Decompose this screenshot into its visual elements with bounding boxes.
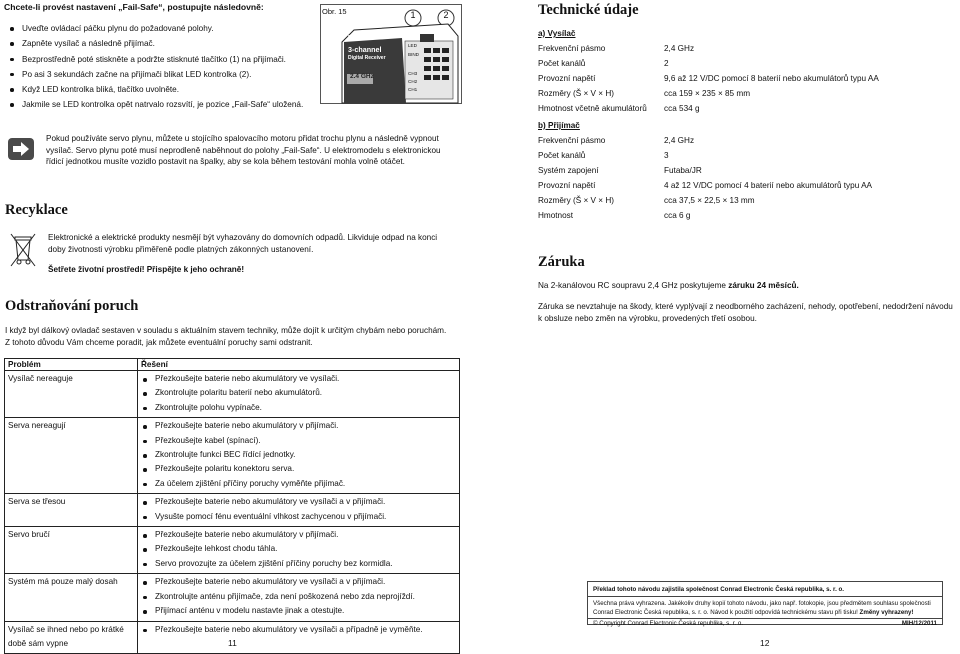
footer-copyright: © Copyright Conrad Electronic Česká republika, s. r. o. xyxy=(593,620,744,627)
list-item: Přezkoušejte baterie nebo akumulátory ve vysílači a v přijímači. xyxy=(141,575,456,589)
spec-label: Hmotnost xyxy=(538,211,574,220)
list-item: Přezkoušejte baterie nebo akumulátory v přijímači. xyxy=(141,419,456,433)
spec-value: 2 xyxy=(664,59,669,68)
spec-value: cca 6 g xyxy=(664,211,691,220)
table-row xyxy=(538,180,872,195)
list-item: Když LED kontrolka bliká, tlačítko uvolněte. xyxy=(8,84,338,95)
spec-label: Provozní napětí xyxy=(538,181,596,190)
warranty-duration: záruku 24 měsíců. xyxy=(728,281,799,290)
receiver-frequency: 2.4 GHz xyxy=(350,73,374,80)
warranty-text-prefix: Na 2-kanálovou RC soupravu 2,4 GHz poskytujeme xyxy=(538,281,729,290)
fail-safe-steps xyxy=(8,23,338,115)
table-row xyxy=(5,494,460,527)
footer-line-3-text: Conrad Electronic Česká republika, s. r. o. Návod k použití odpovídá technickému stavu při tisku! xyxy=(593,609,860,616)
spec-label: Systém zapojení xyxy=(538,166,599,175)
list-item: Zapněte vysílač a následně přijímač. xyxy=(8,38,338,49)
solution-cell xyxy=(138,527,460,574)
table-row xyxy=(538,135,872,150)
spec-value: cca 159 × 235 × 85 mm xyxy=(664,89,751,98)
table-row xyxy=(538,43,879,58)
table-row xyxy=(538,58,879,73)
note-arrow-icon xyxy=(8,138,34,160)
solution-cell xyxy=(138,418,460,494)
table-row xyxy=(538,165,872,180)
list-item: Po asi 3 sekundách začne na přijímači blikat LED kontrolka (2). xyxy=(8,69,338,80)
troubleshooting-title: Odstraňování poruch xyxy=(5,298,139,314)
table-row xyxy=(5,418,460,494)
bind-label: BIND xyxy=(408,52,419,57)
warranty-title: Záruka xyxy=(538,254,585,270)
table-row xyxy=(538,210,872,225)
list-item: Uveďte ovládací páčku plynu do požadované polohy. xyxy=(8,23,338,34)
list-item: Vysušte pomocí fénu eventuální vlhkost zachycenou v přijímači. xyxy=(141,510,456,524)
spec-label: Frekvenční pásmo xyxy=(538,44,606,53)
receiver-brand: MODELCRAFT xyxy=(348,35,382,40)
table-row xyxy=(538,195,872,210)
table-row xyxy=(5,574,460,621)
problem-cell: Servo bručí xyxy=(5,527,138,574)
spec-value: 2,4 GHz xyxy=(664,44,695,53)
table-row xyxy=(538,150,872,165)
footer-code: MIH/12/2011 xyxy=(901,620,937,627)
fail-safe-note: Pokud používáte servo plynu, můžete u stojícího spalovacího motoru přidat trochu plynu a následně vypnout vysílač. Servo plynu poté musí neprodleně naběhnout do polohy „Fail-Safe“. U elektromodelu s elektronickou řídicí jednotkou musíte vozidlo postavit na špalky, aby se kola během testování mohla volně otáčet. xyxy=(46,134,441,166)
transmitter-title: a) Vysílač xyxy=(538,29,576,38)
spec-label: Provozní napětí xyxy=(538,74,596,83)
spec-label: Rozměry (Š × V × H) xyxy=(538,89,614,98)
spec-value: 3 xyxy=(664,151,669,160)
channel-labels xyxy=(408,70,417,94)
problem-cell: Vysílač se ihned nebo po krátké době sám vypne xyxy=(5,621,138,654)
weee-bin-icon xyxy=(8,230,38,270)
spec-value: Futaba/JR xyxy=(664,166,702,175)
footer-line-1: Překlad tohoto návodu zajistila společnost Conrad Electronic Česká republika, s. r. o. xyxy=(593,586,845,593)
list-item: Přezkoušejte kabel (spínací). xyxy=(141,434,456,448)
recycling-slogan: Šetřete životní prostředí! Přispějte k jeho ochraně! xyxy=(48,265,245,274)
table-row xyxy=(538,73,879,88)
column-header-problem: Problém xyxy=(5,359,138,371)
recycling-text: Elektronické a elektrické produkty nesmějí být vyhazovány do domovních odpadů. Likviduje odpad na konci doby životnosti výrobku přiměřeně podle platných zákonných ustanovení. xyxy=(48,233,438,254)
table-row xyxy=(5,527,460,574)
channel-label: CH1 xyxy=(408,87,418,92)
troubleshooting-table xyxy=(4,358,460,654)
spec-value: 9,6 až 12 V/DC pomocí 8 baterií nebo akumulátorů typu AA xyxy=(664,74,879,83)
list-item: Za účelem zjištění příčiny poruchy vyměňte přijímač. xyxy=(141,477,456,491)
figure-label: Obr. 15 xyxy=(322,7,347,16)
receiver-specs xyxy=(538,135,872,225)
fail-safe-heading: Chcete-li provést nastavení „Fail-Safe“, postupujte následovně: xyxy=(4,2,264,12)
footer-line-2: Všechna práva vyhrazena. Jakékoliv druhy kopií tohoto návodu, jako např. fotokopie, jsou předmětem souhlasu společnosti xyxy=(593,600,931,607)
list-item: Přezkoušejte baterie nebo akumulátory ve vysílači a v přijímači. xyxy=(141,495,456,509)
signal-label: Signal xyxy=(386,31,400,36)
led-label: LED xyxy=(408,43,417,48)
list-item: Zkontrolujte polohu vypínače. xyxy=(141,401,456,415)
problem-cell: Vysílač nereaguje xyxy=(5,371,138,418)
table-row xyxy=(5,371,460,418)
list-item: Jakmile se LED kontrolka opět natrvalo rozsvítí, je pozice „Fail-Safe“ uložená. xyxy=(8,99,338,110)
solution-cell xyxy=(138,574,460,621)
spec-label: Hmotnost včetně akumulátorů xyxy=(538,104,647,113)
table-row xyxy=(538,88,879,103)
table-row xyxy=(538,103,879,118)
list-item: Přezkoušejte baterie nebo akumulátory v přijímači. xyxy=(141,528,456,542)
translation-footer xyxy=(587,581,943,625)
channel-label: CH3 xyxy=(408,71,418,76)
spec-label: Počet kanálů xyxy=(538,151,586,160)
tech-title: Technické údaje xyxy=(538,2,639,18)
solution-cell xyxy=(138,494,460,527)
problem-cell: Systém má pouze malý dosah xyxy=(5,574,138,621)
transmitter-specs xyxy=(538,43,879,118)
troubleshooting-intro: I když byl dálkový ovladač sestaven v souladu s aktuálním stavem techniky, může dojít k určitým chybám nebo poruchám. Z tohoto důvodu Vám chceme poradit, jak můžete eventuální poruchy sami odstranit. xyxy=(5,326,447,347)
spec-value: cca 37,5 × 22,5 × 13 mm xyxy=(664,196,755,205)
warranty-exclusions: Záruka se nevztahuje na škody, které vyplývají z neodborného zacházení, nehody, opotřebení, nedodržení návodu k obsluze nebo změn na výrobku, provedených třetí osobou. xyxy=(538,302,953,323)
receiver-figure xyxy=(320,4,462,104)
receiver-title: b) Přijímač xyxy=(538,121,580,130)
list-item: Přezkoušejte baterie nebo akumulátory ve vysílači a případně je vyměňte. xyxy=(141,623,456,637)
spec-label: Rozměry (Š × V × H) xyxy=(538,196,614,205)
spec-label: Počet kanálů xyxy=(538,59,586,68)
callout-1: 1 xyxy=(410,10,416,20)
list-item: Zkontrolujte polaritu baterií nebo akumulátorů. xyxy=(141,386,456,400)
list-item: Zkontrolujte funkci BEC řídící jednotky. xyxy=(141,448,456,462)
spec-value: 4 až 12 V/DC pomocí 4 baterií nebo akumulátorů typu AA xyxy=(664,181,872,190)
spec-value: 2,4 GHz xyxy=(664,136,695,145)
spec-value: cca 534 g xyxy=(664,104,700,113)
spec-label: Frekvenční pásmo xyxy=(538,136,606,145)
list-item: Bezprostředně poté stiskněte a podržte stisknuté tlačítko (1) na přijímači. xyxy=(8,54,292,65)
receiver-title-2: Digital Receiver xyxy=(348,55,386,61)
receiver-title-1: 3-channel xyxy=(348,45,382,54)
problem-cell: Serva nereagují xyxy=(5,418,138,494)
list-item: Zkontrolujte anténu přijímače, zda není poškozená nebo zda neprojíždí. xyxy=(141,590,456,604)
list-item: Přijímací anténu v modelu nastavte jinak a otestujte. xyxy=(141,604,456,618)
channel-label: CH2 xyxy=(408,79,418,84)
column-header-solution: Řešení xyxy=(138,359,460,371)
warranty-text xyxy=(538,280,799,292)
footer-changes-reserved: Změny vyhrazeny! xyxy=(859,609,914,616)
solution-cell xyxy=(138,371,460,418)
page-number-left: 11 xyxy=(228,638,237,648)
table-header-row xyxy=(5,359,460,371)
footer-line-3 xyxy=(593,608,937,617)
recycling-title: Recyklace xyxy=(5,202,68,218)
problem-cell: Serva se třesou xyxy=(5,494,138,527)
solution-cell xyxy=(138,621,460,654)
page-number-right: 12 xyxy=(760,638,770,648)
list-item: Servo provozujte za účelem zjištění příčiny poruchy bez kormidla. xyxy=(141,557,456,571)
list-item: Přezkoušejte baterie nebo akumulátory ve vysílači. xyxy=(141,372,456,386)
list-item: Přezkoušejte lehkost chodu táhla. xyxy=(141,542,456,556)
list-item: Přezkoušejte polaritu konektoru serva. xyxy=(141,462,456,476)
callout-2: 2 xyxy=(443,10,449,20)
